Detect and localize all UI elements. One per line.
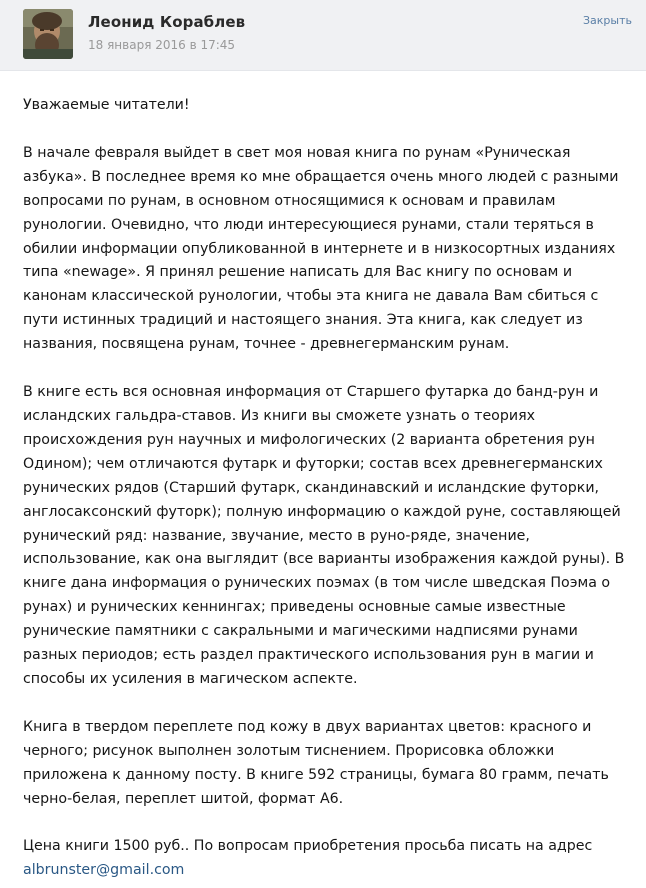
- author-name[interactable]: Леонид Кораблев: [88, 13, 246, 31]
- post-paragraph-1: В начале февраля выйдет в свет моя новая книга по рунам «Руническая азбука». В последнее время ко мне обращается очень много людей с разными вопросами по рунам, в основном относящимися к основам и правилам рунологии. Очевидно, что люди интересующиеся рунами, стали теряться в обилии информации опубликованной в интернете и в низкосортных изданиях типа «newage». Я принял решение написать для Вас книгу по основам и канонам классической рунологии, чтобы эта книга не давала Вам сбиться с пути истинных традиций и настоящего знания. Эта книга, как следует из названия, посвящена рунам, точнее - древнегерманским рунам.: [23, 144, 619, 353]
- price-text: Цена книги 1500 руб.. По вопросам приобретения просьба писать на адрес: [23, 838, 593, 855]
- post-greeting: Уважаемые читатели!: [23, 97, 190, 113]
- user-photo-icon: [23, 9, 73, 59]
- post-paragraph-2: В книге есть вся основная информация от Старшего футарка до банд-рун и исландских гальдра-ставов. Из книги вы сможете узнать о теориях происхождения рун научных и мифологических (2 варианта обретения рун Одином); чем отличаются футарк и футорки; состав всех древнегерманских рунических рядов (Старший футарк, скандинавский и исландские футорки, англосаксонский футорк); полную информацию о каждой руне, составляющей рунический ряд: название, звучание, место в руно-ряде, значение, использование, как она выглядит (все варианты изображения каждой руны). В книге дана информация о рунических поэмах (в том числе шведская Поэма о рунах) и рунических кеннингах; приведены основные самые известные рунические памятники с сакральными и магическими надписями рунами разных периодов; есть раздел практического использования рун в магии и способы их усиления в магическом аспекте.: [23, 384, 625, 687]
- post-paragraph-4: [23, 835, 628, 883]
- post-body: [0, 71, 646, 883]
- author-avatar[interactable]: [23, 9, 73, 59]
- close-button[interactable]: Закрыть: [583, 14, 632, 27]
- post-paragraph-3: Книга в твердом переплете под кожу в двух вариантах цветов: красного и черного; рисунок выполнен золотым тиснением. Прорисовка обложки приложена к данному посту. В книге 592 страницы, бумага 80 грамм, печать черно-белая, переплет шитой, формат А6.: [23, 718, 609, 807]
- post-header: [0, 0, 646, 71]
- post-date[interactable]: 18 января 2016 в 17:45: [88, 38, 236, 52]
- email-link[interactable]: albrunster@gmail.com: [23, 862, 185, 879]
